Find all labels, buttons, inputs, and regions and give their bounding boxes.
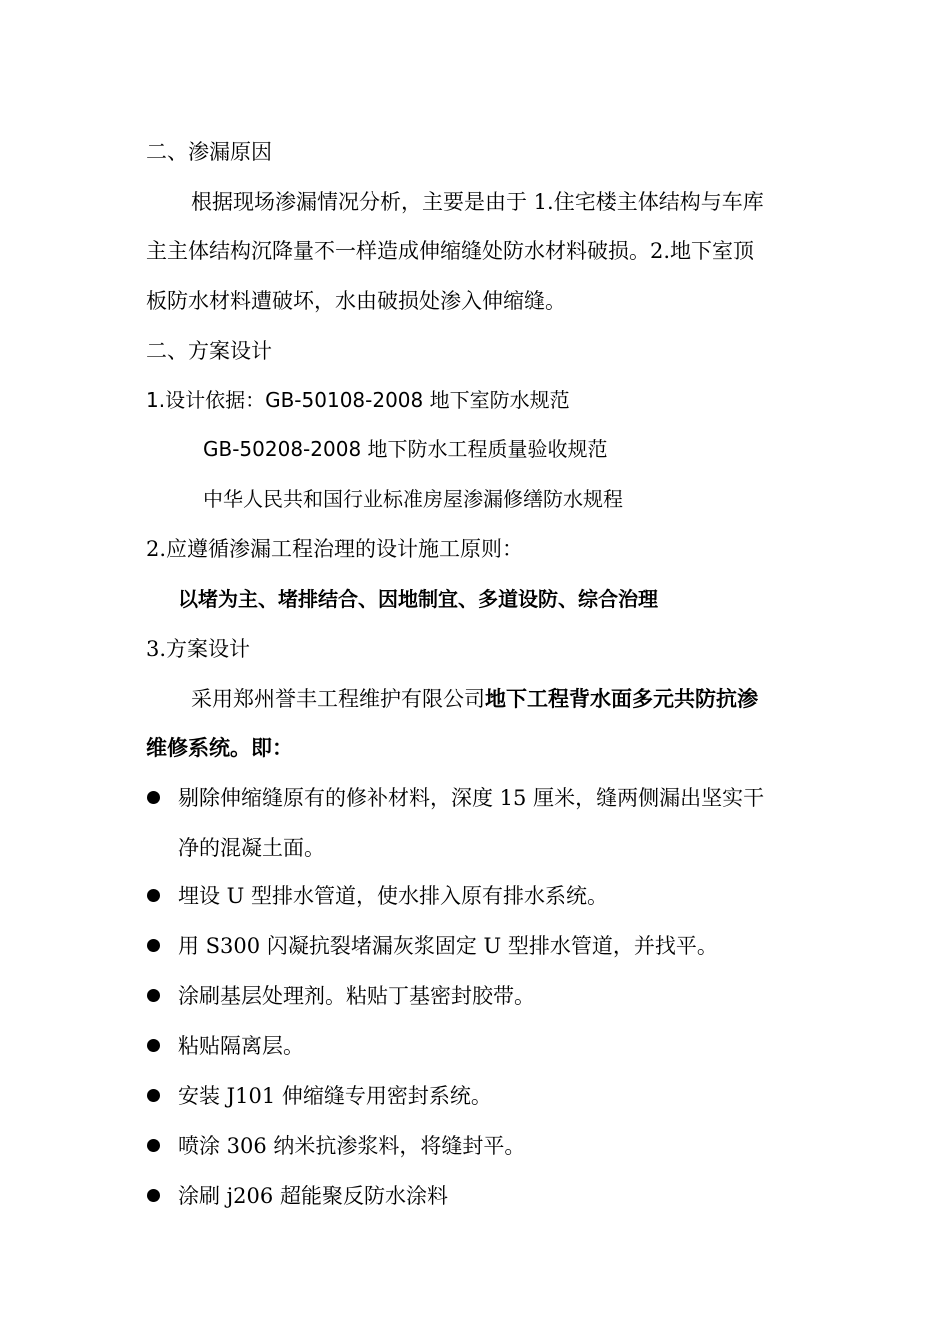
design-basis-1: 1.设计依据：GB-50108-2008 地下室防水规范 (146, 388, 570, 412)
step-1-line-1: 剔除伸缩缝原有的修补材料，深度 15 厘米，缝两侧漏出坚实干 (178, 786, 765, 810)
step-1-line-2: 净的混凝土面。 (178, 836, 325, 860)
section-heading-cause: 二、渗漏原因 (146, 140, 272, 164)
section-heading-design: 二、方案设计 (146, 339, 272, 363)
bullet-icon (147, 889, 160, 902)
bullet-icon (147, 1089, 160, 1102)
step-3: 用 S300 闪凝抗裂堵漏灰浆固定 U 型排水管道，并找平。 (178, 934, 718, 958)
step-5: 粘贴隔离层。 (178, 1034, 304, 1058)
step-4: 涂刷基层处理剂。粘贴丁基密封胶带。 (178, 984, 535, 1008)
scheme-intro-line-2: 维修系统。即： (146, 736, 293, 760)
step-8: 涂刷 j206 超能聚反防水涂料 (178, 1184, 448, 1208)
design-basis-3: 中华人民共和国行业标准房屋渗漏修缮防水规程 (203, 487, 623, 511)
step-2: 埋设 U 型排水管道，使水排入原有排水系统。 (178, 884, 609, 908)
bullet-icon (147, 791, 160, 804)
step-6: 安装 J101 伸缩缝专用密封系统。 (178, 1084, 492, 1108)
scheme-intro-normal: 采用郑州誉丰工程维护有限公司 (191, 687, 485, 711)
principle-statement: 以堵为主、堵排结合、因地制宜、多道设防、综合治理 (178, 587, 658, 611)
bullet-icon (147, 939, 160, 952)
step-7: 喷涂 306 纳米抗渗浆料，将缝封平。 (178, 1134, 526, 1158)
cause-paragraph-line-3: 板防水材料遭破坏，水由破损处渗入伸缩缝。 (146, 289, 566, 313)
cause-paragraph-line-1: 根据现场渗漏情况分析，主要是由于 1.住宅楼主体结构与车库 (191, 190, 764, 214)
scheme-intro-line-1 (191, 684, 758, 714)
bullet-icon (147, 989, 160, 1002)
bullet-icon (147, 1039, 160, 1052)
cause-paragraph-line-2: 主主体结构沉降量不一样造成伸缩缝处防水材料破损。2.地下室顶 (146, 239, 755, 263)
bullet-icon (147, 1189, 160, 1202)
scheme-label: 3.方案设计 (146, 637, 251, 661)
bullet-icon (147, 1139, 160, 1152)
design-basis-2: GB-50208-2008 地下防水工程质量验收规范 (203, 437, 608, 461)
scheme-intro-bold: 地下工程背水面多元共防抗渗 (485, 687, 758, 711)
principle-label: 2.应遵循渗漏工程治理的设计施工原则： (146, 537, 524, 561)
